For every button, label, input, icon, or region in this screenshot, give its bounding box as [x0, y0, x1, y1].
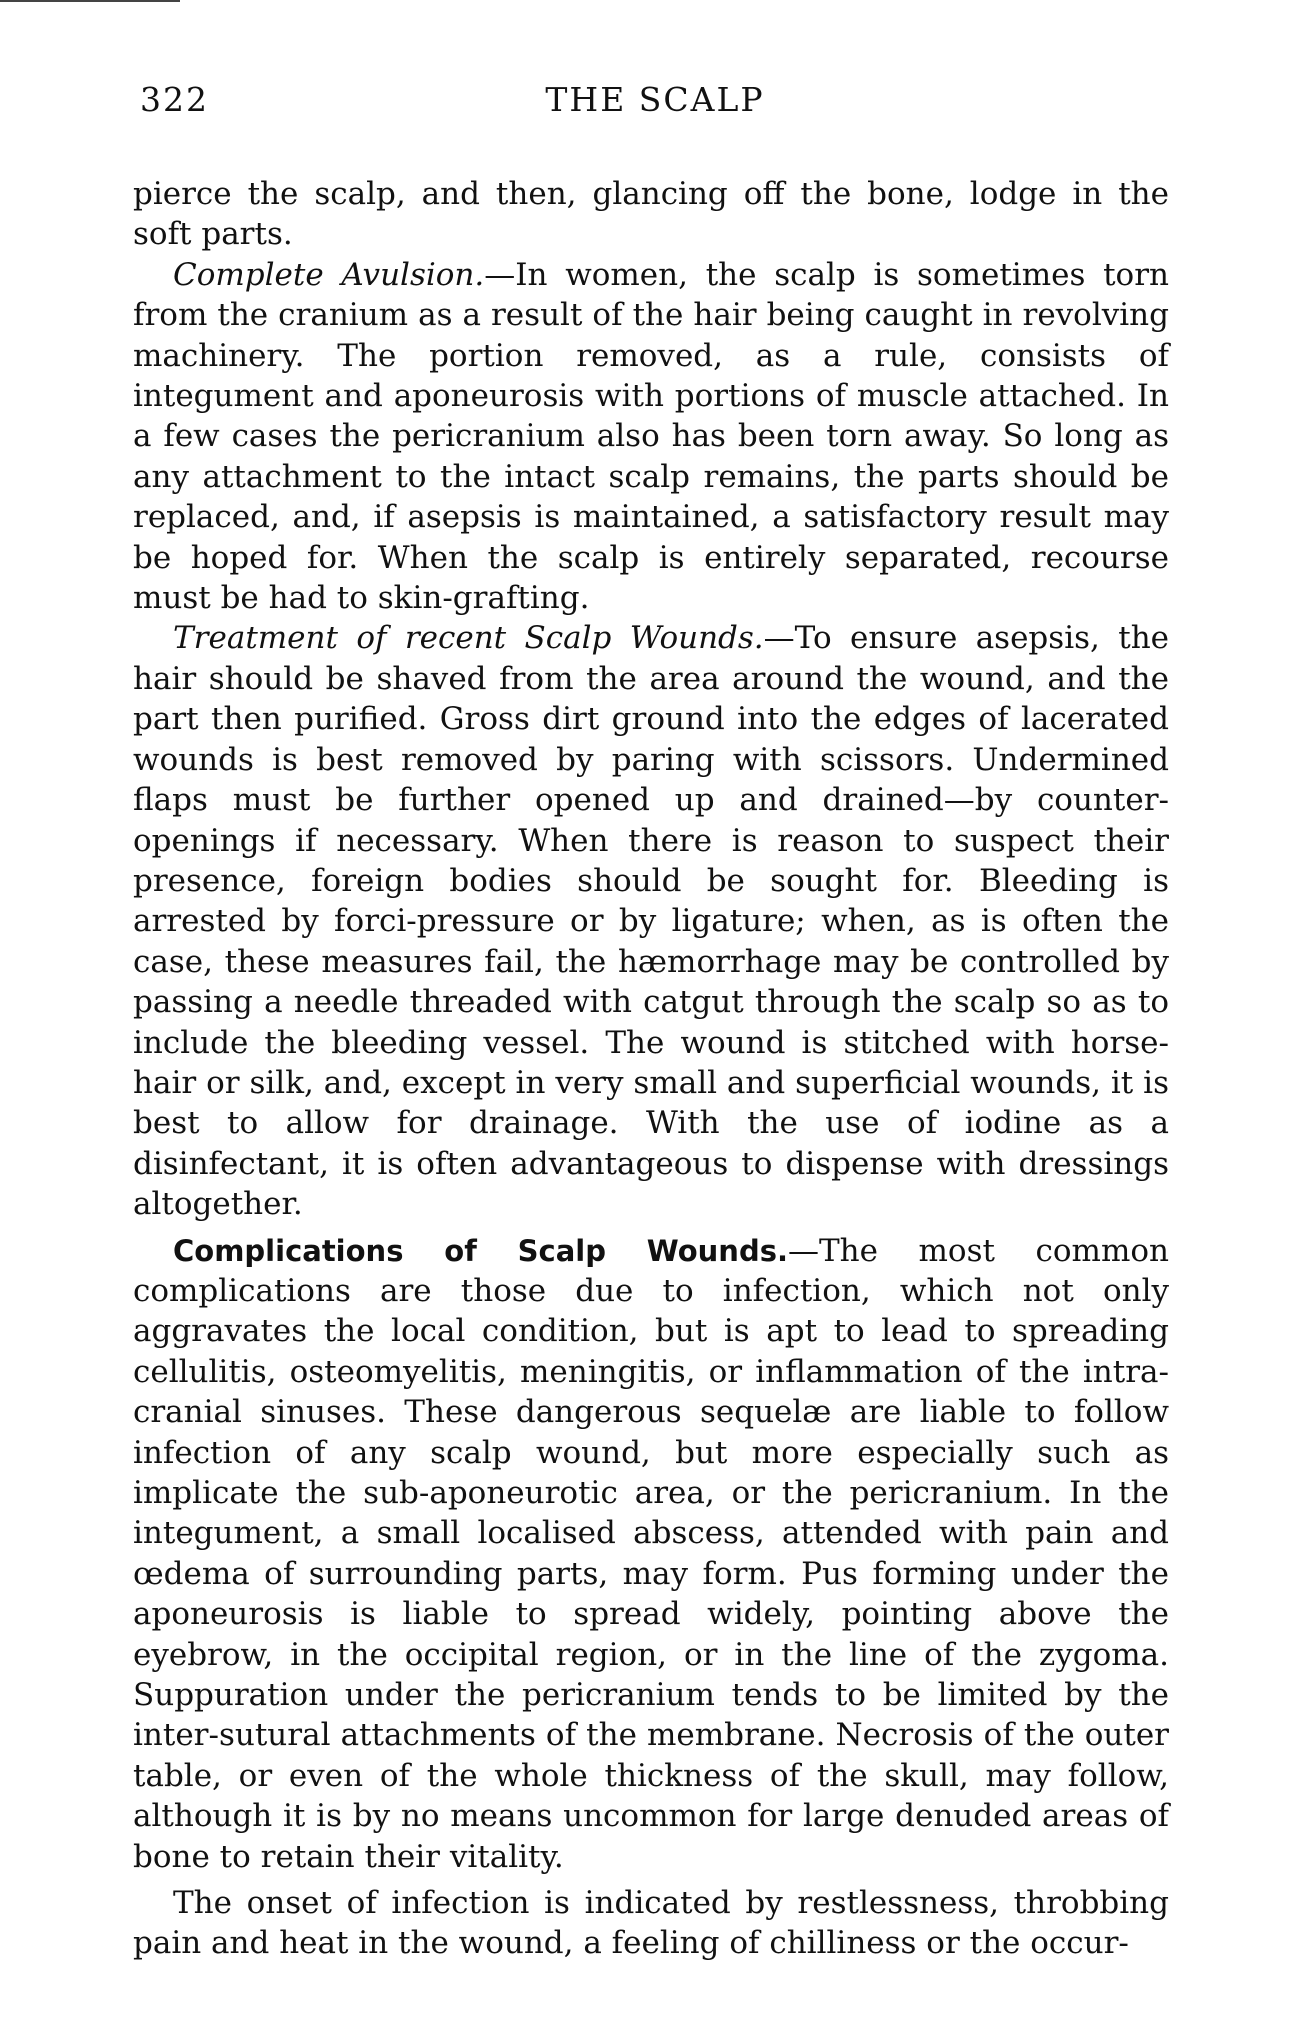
paragraph-complications — [133, 1231, 1169, 1878]
paragraph-text: —In women, the scalp is sometimes torn from the cranium as a result of the hair being caught in revolving machinery. The portion removed, as a rule, consists of integument and aponeurosis with portions of muscle attached. In a few cases the pericranium also has been torn away. So long as any attachment to the intact scalp remains, the parts should be replaced, and, if asepsis is maintained, a satisfactory result may be hoped for. When the scalp is entirely separated, recourse must be had to skin-grafting. — [133, 256, 1170, 617]
paragraph-lead-italic: Treatment of recent Scalp Wounds. — [173, 620, 764, 657]
paragraph-complete-avulsion — [133, 255, 1169, 619]
paragraph-lead-italic: Complete Avulsion. — [173, 256, 485, 293]
top-rule — [0, 0, 180, 2]
paragraph-text: pierce the scalp, and then, glancing off the bone, lodge in the soft parts. — [133, 176, 1169, 253]
body-text — [133, 174, 1169, 1964]
page-header — [140, 80, 1170, 136]
paragraph-text: The onset of infection is indicated by restlessness, throbbing pain and heat in the wound, a feeling of chilliness or the occur- — [133, 1885, 1169, 1962]
section-heading-bold: Complications of Scalp Wounds. — [173, 1233, 788, 1268]
paragraph-treatment — [133, 618, 1169, 1224]
paragraph-text: —The most common complications are those due to infection, which not only aggravates the local condition, but is apt to lead to spreading cellulitis, osteomyelitis, meningitis, or inflammation of the intra-cranial sinuses. These dangerous sequelæ are liable to follow infection of any scalp wound, but more especially such as implicate the sub-aponeurotic area, or the pericranium. In the integument, a small localised abscess, attended with pain and œdema of surrounding parts, may form. Pus forming under the aponeurosis is liable to spread widely, pointing above the eyebrow, in the occipital region, or in the line of the zygoma. Suppuration under the pericranium tends to be limited by the inter-sutural attachments of the membrane. Necrosis of the outer table, or even of the whole thickness of the skull, may follow, although it is by no means uncommon for large denuded areas of bone to retain their vitality. — [133, 1232, 1169, 1875]
page-number: 322 — [140, 80, 209, 119]
paragraph-continuation — [133, 174, 1169, 255]
running-title: THE SCALP — [545, 80, 765, 119]
paragraph-text: —To ensure asepsis, the hair should be shaved from the area around the wound, and the part then purified. Gross dirt ground into the edges of lacerated wounds is best removed by paring with scissors. Undermined flaps must be further opened up and drained—by counter-openings if necessary. When there is reason to suspect their presence, foreign bodies should be sought for. Bleeding is arrested by forci-pressure or by ligature; when, as is often the case, these measures fail, the hæmorrhage may be controlled by passing a needle threaded with catgut through the scalp so as to include the bleeding vessel. The wound is stitched with horse-hair or silk, and, except in very small and superficial wounds, it is best to allow for drainage. With the use of iodine as a disinfectant, it is often advantageous to dispense with dressings altogether. — [133, 620, 1170, 1223]
paragraph-onset — [133, 1883, 1169, 1964]
